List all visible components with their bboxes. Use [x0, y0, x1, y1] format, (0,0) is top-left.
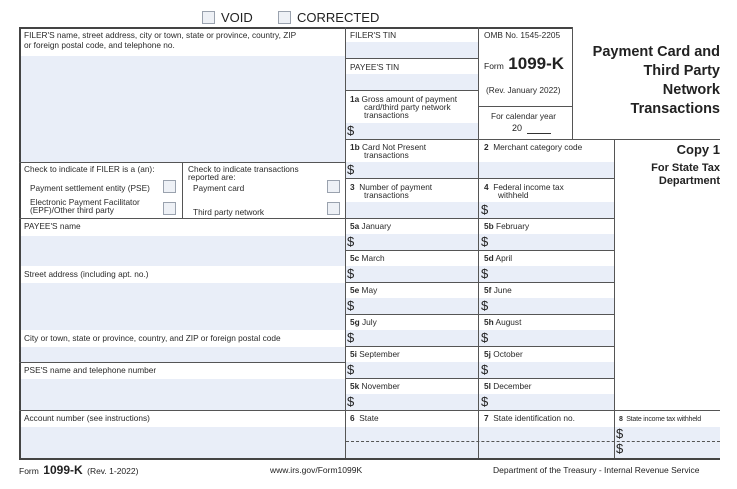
- pse-name-label: PSE'S name and telephone number: [24, 365, 157, 375]
- box-4-label-2: withheld: [498, 190, 529, 200]
- box-5d-currency: $: [481, 266, 489, 281]
- divider: [345, 139, 720, 140]
- corrected-checkbox[interactable]: [278, 11, 291, 24]
- payee-tin-label: PAYEE'S TIN: [350, 62, 400, 72]
- divider: [478, 106, 572, 107]
- month-name: April: [495, 253, 513, 263]
- form-prefix: Form: [484, 61, 504, 71]
- box-5l-label: [484, 382, 532, 391]
- calendar-year-input[interactable]: [527, 133, 551, 134]
- divider: [345, 346, 614, 347]
- month-name: June: [493, 285, 512, 295]
- box-1a-currency: $: [347, 123, 355, 138]
- box-5a-currency: $: [347, 234, 355, 249]
- payee-street-input[interactable]: [21, 283, 345, 330]
- box-8-input[interactable]: [615, 427, 720, 458]
- box-number: 5c: [350, 253, 360, 263]
- divider-mid: [478, 27, 479, 459]
- box-number: 5j: [484, 349, 491, 359]
- month-name: May: [361, 285, 378, 295]
- footer-form-number: 1099-K: [43, 463, 83, 477]
- footer-agency: Department of the Treasury - Internal Revenue Service: [493, 465, 700, 475]
- box-5h-label: [484, 318, 521, 327]
- filer-tin-label: FILER'S TIN: [350, 30, 397, 40]
- form-revision: (Rev. January 2022): [486, 85, 561, 95]
- divider: [345, 250, 614, 251]
- month-name: February: [496, 221, 530, 231]
- box-2-input[interactable]: [479, 162, 614, 178]
- box-1a-number: 1a: [350, 94, 360, 104]
- account-number-label: Account number (see instructions): [24, 413, 150, 423]
- filer-type-heading: Check to indicate if FILER is a (an):: [24, 164, 155, 174]
- box-2-text: Merchant category code: [493, 142, 583, 152]
- filer-tin-input[interactable]: [346, 42, 478, 58]
- box-5d-input[interactable]: [479, 266, 614, 282]
- box-8-number: 8: [619, 416, 623, 423]
- box-7-label: [484, 414, 575, 423]
- month-name: November: [361, 381, 400, 391]
- transaction-type-card-label: Payment card: [193, 183, 245, 193]
- filer-name-label-2: or foreign postal code, and telephone no.: [24, 40, 175, 50]
- month-name: October: [493, 349, 523, 359]
- divider-omb-right: [572, 27, 573, 139]
- box-3-text: Number of payment: [359, 182, 433, 192]
- omb-top-border: [478, 27, 573, 29]
- form-title-line-4: Transactions: [630, 101, 720, 117]
- month-name: December: [493, 381, 532, 391]
- form-left-border: [19, 27, 21, 459]
- payee-tin-input[interactable]: [346, 74, 478, 90]
- account-number-input[interactable]: [21, 427, 345, 458]
- box-5j-input[interactable]: [479, 362, 614, 378]
- box-8-currency-2: $: [616, 441, 624, 456]
- footer-form-prefix: Form: [19, 466, 39, 476]
- box-5i-currency: $: [347, 362, 355, 377]
- box-1a-text: Gross amount of payment: [361, 94, 458, 104]
- calendar-year-prefix: 20: [512, 123, 523, 133]
- footer-url[interactable]: www.irs.gov/Form1099K: [270, 465, 363, 475]
- month-name: March: [361, 253, 385, 263]
- month-name: July: [362, 317, 377, 327]
- box-4-text: Federal income tax: [493, 182, 564, 192]
- month-name: January: [361, 221, 392, 231]
- box-3-label-2: transactions: [364, 190, 409, 200]
- transaction-type-heading-2: reported are:: [188, 172, 236, 182]
- divider: [345, 314, 614, 315]
- box-8-label: [619, 415, 701, 424]
- box-5b-input[interactable]: [479, 234, 614, 250]
- filer-type-pse-label: Payment settlement entity (PSE): [30, 183, 150, 193]
- dashed-divider: [346, 441, 720, 442]
- box-5g-input[interactable]: [346, 330, 478, 346]
- box-1a-label-2: card/third party network: [364, 102, 451, 112]
- void-label: VOID: [221, 10, 253, 25]
- transaction-type-network-label: Third party network: [193, 207, 265, 217]
- box-7-number: 7: [484, 413, 489, 423]
- box-number: 5b: [484, 221, 494, 231]
- box-5b-currency: $: [481, 234, 489, 249]
- box-5k-label: [350, 382, 400, 391]
- box-5a-label: [350, 222, 391, 231]
- form-top-border: [19, 27, 478, 29]
- form-number: 1099-K: [508, 54, 565, 73]
- box-5f-label: [484, 286, 512, 295]
- box-5e-label: [350, 286, 377, 295]
- void-checkbox[interactable]: [202, 11, 215, 24]
- omb-number: OMB No. 1545-2205: [484, 30, 561, 40]
- copy-label: Copy 1: [676, 142, 720, 157]
- copy-description-line-2: Department: [658, 175, 720, 187]
- box-5c-input[interactable]: [346, 266, 478, 282]
- box-3-number: 3: [350, 182, 355, 192]
- box-5e-currency: $: [347, 298, 355, 313]
- payee-city-input[interactable]: [21, 347, 345, 362]
- box-5e-input[interactable]: [346, 298, 478, 314]
- box-1b-number: 1b: [350, 142, 360, 152]
- box-5c-label: [350, 254, 385, 263]
- divider: [182, 162, 183, 218]
- box-6-label: [350, 414, 379, 423]
- box-number: 5g: [350, 317, 360, 327]
- payee-name-label: PAYEE'S name: [24, 221, 81, 231]
- box-5h-currency: $: [481, 330, 489, 345]
- box-2-number: 2: [484, 142, 489, 152]
- box-4-currency: $: [481, 202, 489, 217]
- form-title-line-2: Third Party: [643, 63, 720, 79]
- divider: [345, 218, 614, 219]
- form-id: [484, 54, 564, 74]
- calendar-year-label: For calendar year: [491, 111, 557, 121]
- box-5h-input[interactable]: [479, 330, 614, 346]
- box-number: 5k: [350, 381, 360, 391]
- box-3-input[interactable]: [346, 202, 478, 218]
- box-number: 5e: [350, 285, 360, 295]
- filer-name-input[interactable]: [21, 56, 345, 162]
- box-6-text: State: [359, 413, 379, 423]
- box-number: 5d: [484, 253, 494, 263]
- box-5i-input[interactable]: [346, 362, 478, 378]
- month-name: August: [495, 317, 522, 327]
- form-bottom-border: [19, 458, 720, 460]
- filer-type-epf-label: Electronic Payment Facilitator: [30, 197, 140, 207]
- box-1a-label-3: transactions: [364, 110, 409, 120]
- box-1b-text: Card Not Present: [362, 142, 427, 152]
- box-5j-label: [484, 350, 523, 359]
- box-4-input[interactable]: [479, 202, 614, 218]
- box-5l-input[interactable]: [479, 394, 614, 410]
- box-4-number: 4: [484, 182, 489, 192]
- month-name: September: [359, 349, 400, 359]
- footer-form-id: [19, 461, 138, 479]
- box-2-label: [484, 143, 582, 152]
- box-1b-input[interactable]: [346, 162, 478, 178]
- divider: [345, 282, 614, 283]
- box-5l-currency: $: [481, 394, 489, 409]
- divider: [345, 378, 614, 379]
- box-number: 5a: [350, 221, 360, 231]
- transaction-type-card-checkbox[interactable]: [327, 180, 340, 193]
- payee-city-label: City or town, state or province, country, and ZIP or foreign postal code: [24, 333, 281, 343]
- box-5k-currency: $: [347, 394, 355, 409]
- divider: [19, 410, 345, 411]
- box-5f-currency: $: [481, 298, 489, 313]
- box-5k-input[interactable]: [346, 394, 478, 410]
- box-5i-label: [350, 350, 400, 359]
- transaction-type-heading: Check to indicate transactions: [188, 164, 299, 174]
- divider-left-mid: [345, 27, 346, 459]
- copy-description-line-1: For State Tax: [651, 162, 720, 174]
- copy-description: [615, 162, 720, 188]
- box-5b-label: [484, 222, 529, 231]
- box-5g-currency: $: [347, 330, 355, 345]
- divider: [19, 218, 345, 219]
- form-title-line-1: Payment Card and: [592, 44, 720, 60]
- box-5j-currency: $: [481, 362, 489, 377]
- box-5a-input[interactable]: [346, 234, 478, 250]
- divider: [345, 410, 720, 411]
- box-5d-label: [484, 254, 512, 263]
- corrected-label: CORRECTED: [297, 10, 380, 25]
- box-7-text: State identification no.: [493, 413, 575, 423]
- form-title: [574, 43, 720, 119]
- form-title-line-3: Network: [662, 82, 720, 98]
- box-5c-currency: $: [347, 266, 355, 281]
- box-8-currency-1: $: [616, 426, 624, 441]
- box-number: 5i: [350, 349, 357, 359]
- filer-type-epf-label-2: (EPF)/Other third party: [30, 205, 114, 215]
- box-8-text: State income tax withheld: [626, 416, 701, 423]
- transaction-type-network-checkbox[interactable]: [327, 202, 340, 215]
- filer-type-epf-checkbox[interactable]: [163, 202, 176, 215]
- divider: [345, 90, 478, 91]
- box-1b-label-2: transactions: [364, 150, 409, 160]
- box-number: 5h: [484, 317, 494, 327]
- pse-name-input[interactable]: [21, 379, 345, 410]
- box-1a-input[interactable]: [346, 123, 478, 139]
- box-6-number: 6: [350, 413, 355, 423]
- divider: [345, 58, 478, 59]
- box-5f-input[interactable]: [479, 298, 614, 314]
- box-number: 5f: [484, 285, 492, 295]
- filer-name-label: FILER'S name, street address, city or town, state or province, country, ZIP: [24, 30, 297, 40]
- divider: [345, 178, 614, 179]
- box-number: 5l: [484, 381, 491, 391]
- footer-form-revision: (Rev. 1-2022): [87, 466, 139, 476]
- payee-name-input[interactable]: [21, 236, 345, 266]
- payee-street-label: Street address (including apt. no.): [24, 269, 149, 279]
- box-1b-currency: $: [347, 162, 355, 177]
- box-5g-label: [350, 318, 377, 327]
- filer-type-pse-checkbox[interactable]: [163, 180, 176, 193]
- box-7-input[interactable]: [479, 427, 614, 458]
- divider: [19, 362, 345, 363]
- box-6-input[interactable]: [346, 427, 478, 458]
